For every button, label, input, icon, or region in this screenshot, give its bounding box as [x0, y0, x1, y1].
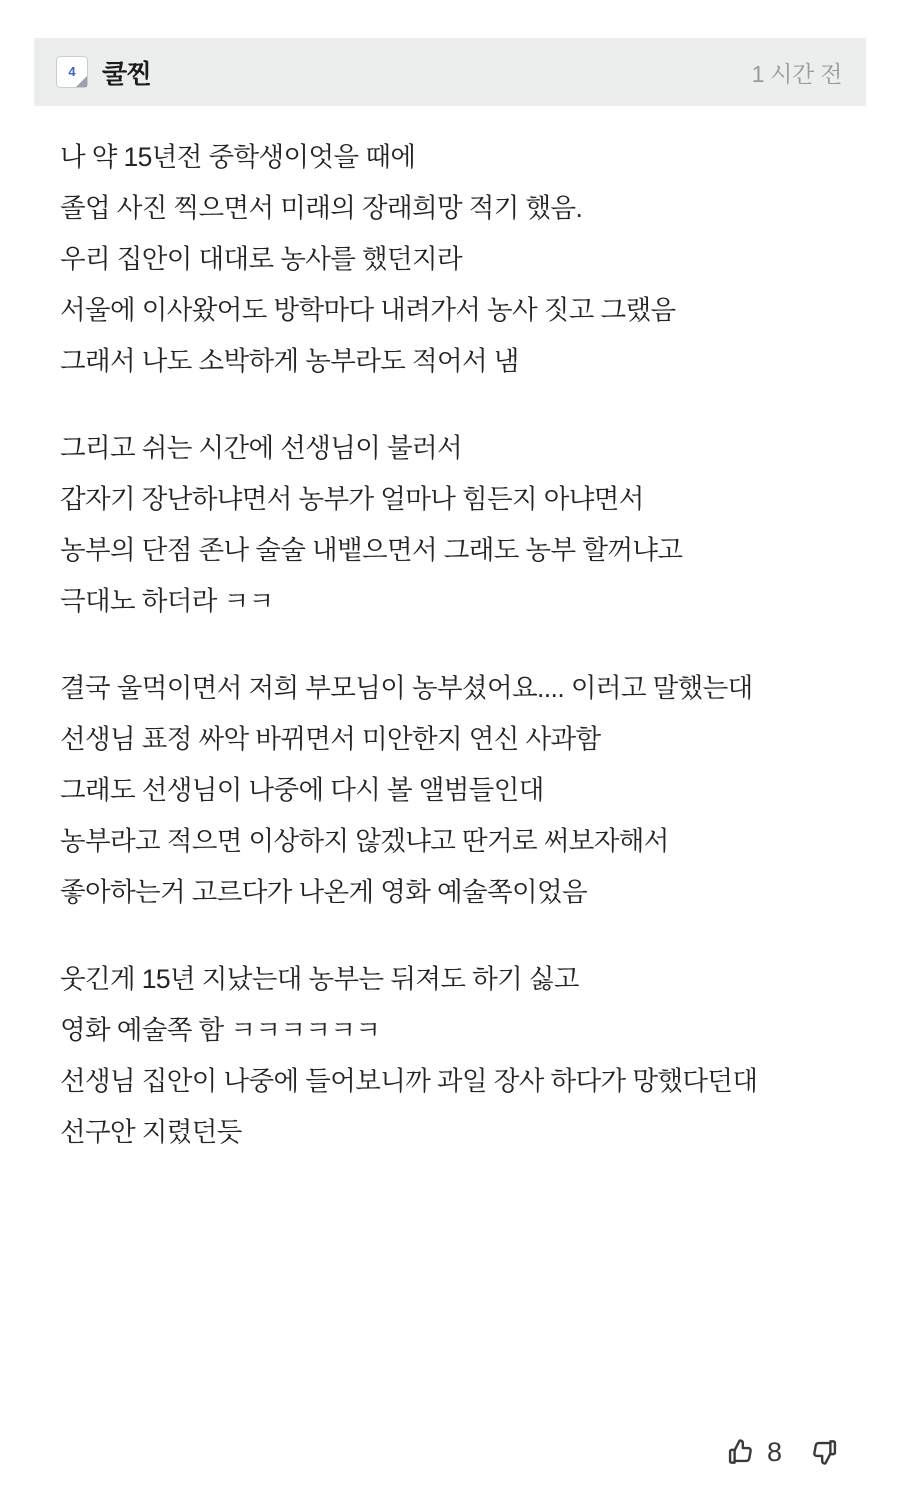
- text-line: 결국 울먹이면서 저희 부모님이 농부셨어요.... 이러고 말했는대: [60, 673, 753, 703]
- text-line: 웃긴게 15년 지났는대 농부는 뒤져도 하기 싫고: [60, 964, 579, 994]
- text-line: 영화 예술쪽 함 ㅋㅋㅋㅋㅋㅋ: [60, 1015, 381, 1045]
- text-line: 나 약 15년전 중학생이엇을 때에: [60, 142, 416, 172]
- paragraph: [60, 132, 856, 387]
- like-button[interactable]: [723, 1435, 782, 1469]
- paragraph: [60, 423, 856, 627]
- like-count: 8: [766, 1436, 782, 1467]
- text-line: 그래서 나도 소박하게 농부라도 적어서 냄: [60, 346, 519, 376]
- thumbs-down-icon: [808, 1435, 842, 1469]
- text-line: 그래도 선생님이 나중에 다시 볼 앨범들인대: [60, 775, 544, 805]
- author-block[interactable]: [56, 54, 752, 91]
- post-timestamp: 1 시간 전: [751, 60, 842, 87]
- dislike-button[interactable]: [808, 1435, 852, 1469]
- author-name[interactable]: 쿨찐: [102, 58, 152, 89]
- text-line: 선구안 지렸던듯: [60, 1117, 242, 1147]
- post-body: [34, 106, 866, 1158]
- text-line: 선생님 표정 싸악 바뀌면서 미안한지 연신 사과함: [60, 724, 601, 754]
- avatar-glyph: 4: [68, 63, 76, 79]
- text-line: 농부의 단점 존나 술술 내뱉으면서 그래도 농부 할꺼냐고: [60, 535, 683, 565]
- reaction-bar: [723, 1435, 852, 1469]
- text-line: 졸업 사진 찍으면서 미래의 장래희망 적기 했음.: [60, 193, 583, 223]
- app-badge-icon: [56, 56, 88, 88]
- text-line: 선생님 집안이 나중에 들어보니까 과일 장사 하다가 망했다던대: [60, 1066, 758, 1096]
- text-line: 갑자기 장난하냐면서 농부가 얼마나 힘든지 아냐면서: [60, 484, 644, 514]
- thumbs-up-icon: [723, 1435, 757, 1469]
- post-header: [34, 38, 866, 106]
- text-line: 좋아하는거 고르다가 나온게 영화 예술쪽이었음: [60, 877, 588, 907]
- text-line: 우리 집안이 대대로 농사를 했던지라: [60, 244, 463, 274]
- paragraph: [60, 954, 856, 1158]
- text-line: 서울에 이사왔어도 방학마다 내려가서 농사 짓고 그랬음: [60, 295, 676, 325]
- paragraph: [60, 663, 856, 918]
- text-line: 그리고 쉬는 시간에 선생님이 불러서: [60, 433, 463, 463]
- text-line: 극대노 하더라 ㅋㅋ: [60, 586, 274, 616]
- text-line: 농부라고 적으면 이상하지 않겠냐고 딴거로 써보자해서: [60, 826, 669, 856]
